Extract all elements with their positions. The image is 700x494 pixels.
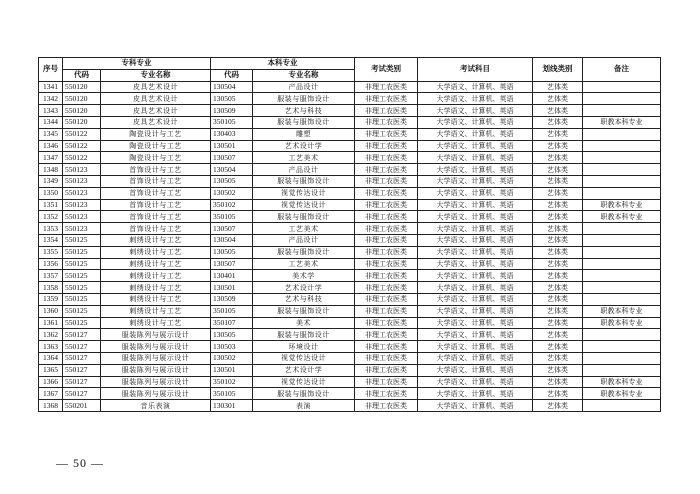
cell-benke-name: 美术 <box>253 317 355 329</box>
cell-zhuanke-name: 刺绣设计与工艺 <box>101 293 211 305</box>
cell-zhuanke-code: 550125 <box>63 246 101 258</box>
cell-zhuanke-name: 首饰设计与工艺 <box>101 199 211 211</box>
table-row <box>39 164 661 176</box>
table-row <box>39 305 661 317</box>
cell-benke-name: 艺术与科技 <box>253 293 355 305</box>
cell-benke-code: 350105 <box>211 388 253 400</box>
cell-seq: 1358 <box>39 282 63 294</box>
cell-remark <box>583 352 661 364</box>
cell-benke-code: 350105 <box>211 305 253 317</box>
cell-benke-code: 130505 <box>211 329 253 341</box>
cell-benke-code: 130505 <box>211 175 253 187</box>
cell-line-type: 艺体类 <box>533 246 583 258</box>
cell-benke-name: 工艺美术 <box>253 152 355 164</box>
table-row <box>39 199 661 211</box>
cell-seq: 1342 <box>39 93 63 105</box>
cell-seq: 1346 <box>39 140 63 152</box>
cell-exam-type: 非理工农医类 <box>355 105 418 117</box>
cell-line-type: 艺体类 <box>533 199 583 211</box>
cell-zhuanke-name: 刺绣设计与工艺 <box>101 258 211 270</box>
cell-zhuanke-code: 550125 <box>63 234 101 246</box>
cell-remark <box>583 293 661 305</box>
cell-benke-name: 艺术设计学 <box>253 140 355 152</box>
table-row <box>39 364 661 376</box>
cell-benke-name: 服装与服饰设计 <box>253 329 355 341</box>
table-row <box>39 341 661 353</box>
table-row <box>39 329 661 341</box>
cell-remark <box>583 81 661 93</box>
cell-benke-name: 服装与服饰设计 <box>253 116 355 128</box>
header-zhuanke-name: 专业名称 <box>101 69 211 81</box>
cell-zhuanke-code: 550123 <box>63 187 101 199</box>
cell-benke-code: 130502 <box>211 187 253 199</box>
cell-remark <box>583 364 661 376</box>
cell-exam-type: 非理工农医类 <box>355 175 418 187</box>
cell-exam-subjects: 大学语文、计算机、英语 <box>418 400 533 412</box>
cell-zhuanke-name: 陶瓷设计与工艺 <box>101 152 211 164</box>
cell-exam-subjects: 大学语文、计算机、英语 <box>418 282 533 294</box>
cell-remark: 职教本科专业 <box>583 199 661 211</box>
cell-seq: 1366 <box>39 376 63 388</box>
cell-remark <box>583 140 661 152</box>
cell-seq: 1347 <box>39 152 63 164</box>
cell-benke-code: 130504 <box>211 234 253 246</box>
cell-exam-subjects: 大学语文、计算机、英语 <box>418 128 533 140</box>
cell-remark: 职教本科专业 <box>583 305 661 317</box>
cell-remark <box>583 175 661 187</box>
cell-seq: 1360 <box>39 305 63 317</box>
cell-zhuanke-code: 550201 <box>63 400 101 412</box>
table-row <box>39 128 661 140</box>
cell-exam-type: 非理工农医类 <box>355 352 418 364</box>
cell-benke-code: 130501 <box>211 364 253 376</box>
table-row <box>39 234 661 246</box>
cell-exam-type: 非理工农医类 <box>355 293 418 305</box>
cell-zhuanke-code: 550120 <box>63 105 101 117</box>
cell-benke-name: 艺术与科技 <box>253 105 355 117</box>
cell-zhuanke-name: 皮具艺术设计 <box>101 81 211 93</box>
cell-zhuanke-code: 550123 <box>63 199 101 211</box>
cell-benke-name: 雕塑 <box>253 128 355 140</box>
cell-zhuanke-code: 550120 <box>63 81 101 93</box>
cell-seq: 1362 <box>39 329 63 341</box>
cell-line-type: 艺体类 <box>533 305 583 317</box>
cell-exam-subjects: 大学语文、计算机、英语 <box>418 270 533 282</box>
cell-benke-code: 130504 <box>211 81 253 93</box>
cell-zhuanke-code: 550125 <box>63 258 101 270</box>
cell-remark: 职教本科专业 <box>583 317 661 329</box>
cell-benke-name: 环境设计 <box>253 341 355 353</box>
cell-exam-type: 非理工农医类 <box>355 164 418 176</box>
cell-benke-code: 130501 <box>211 140 253 152</box>
cell-zhuanke-code: 550122 <box>63 152 101 164</box>
cell-exam-type: 非理工农医类 <box>355 341 418 353</box>
cell-line-type: 艺体类 <box>533 211 583 223</box>
cell-seq: 1368 <box>39 400 63 412</box>
cell-remark <box>583 105 661 117</box>
cell-seq: 1352 <box>39 211 63 223</box>
table-row <box>39 187 661 199</box>
header-remark: 备注 <box>583 58 661 82</box>
cell-exam-type: 非理工农医类 <box>355 128 418 140</box>
table-row <box>39 376 661 388</box>
header-row-1 <box>39 58 661 70</box>
cell-exam-subjects: 大学语文、计算机、英语 <box>418 258 533 270</box>
cell-benke-name: 表演 <box>253 400 355 412</box>
header-benke-code: 代码 <box>211 69 253 81</box>
cell-seq: 1361 <box>39 317 63 329</box>
cell-exam-subjects: 大学语文、计算机、英语 <box>418 352 533 364</box>
cell-exam-type: 非理工农医类 <box>355 234 418 246</box>
cell-exam-type: 非理工农医类 <box>355 282 418 294</box>
cell-seq: 1355 <box>39 246 63 258</box>
cell-benke-name: 服装与服饰设计 <box>253 93 355 105</box>
cell-exam-type: 非理工农医类 <box>355 270 418 282</box>
cell-exam-subjects: 大学语文、计算机、英语 <box>418 376 533 388</box>
cell-seq: 1365 <box>39 364 63 376</box>
cell-line-type: 艺体类 <box>533 187 583 199</box>
cell-exam-type: 非理工农医类 <box>355 93 418 105</box>
cell-exam-type: 非理工农医类 <box>355 317 418 329</box>
cell-benke-name: 视觉传达设计 <box>253 352 355 364</box>
cell-line-type: 艺体类 <box>533 175 583 187</box>
cell-exam-subjects: 大学语文、计算机、英语 <box>418 116 533 128</box>
cell-seq: 1356 <box>39 258 63 270</box>
cell-benke-code: 130401 <box>211 270 253 282</box>
cell-exam-type: 非理工农医类 <box>355 199 418 211</box>
cell-exam-subjects: 大学语文、计算机、英语 <box>418 388 533 400</box>
cell-zhuanke-code: 550123 <box>63 223 101 235</box>
cell-exam-type: 非理工农医类 <box>355 246 418 258</box>
cell-benke-name: 视觉传达设计 <box>253 376 355 388</box>
cell-benke-name: 工艺美术 <box>253 258 355 270</box>
cell-zhuanke-name: 首饰设计与工艺 <box>101 164 211 176</box>
cell-remark <box>583 187 661 199</box>
cell-zhuanke-name: 皮具艺术设计 <box>101 93 211 105</box>
cell-seq: 1357 <box>39 270 63 282</box>
cell-line-type: 艺体类 <box>533 341 583 353</box>
cell-exam-subjects: 大学语文、计算机、英语 <box>418 211 533 223</box>
cell-zhuanke-name: 刺绣设计与工艺 <box>101 234 211 246</box>
cell-exam-type: 非理工农医类 <box>355 364 418 376</box>
cell-zhuanke-name: 服装陈列与展示设计 <box>101 364 211 376</box>
cell-exam-subjects: 大学语文、计算机、英语 <box>418 93 533 105</box>
cell-remark <box>583 164 661 176</box>
cell-zhuanke-code: 550122 <box>63 140 101 152</box>
cell-line-type: 艺体类 <box>533 223 583 235</box>
cell-seq: 1341 <box>39 81 63 93</box>
cell-benke-code: 130505 <box>211 93 253 105</box>
cell-exam-subjects: 大学语文、计算机、英语 <box>418 187 533 199</box>
major-mapping-table <box>38 57 661 412</box>
header-zhuanke-code: 代码 <box>63 69 101 81</box>
cell-exam-type: 非理工农医类 <box>355 187 418 199</box>
cell-benke-name: 产品设计 <box>253 164 355 176</box>
cell-zhuanke-name: 刺绣设计与工艺 <box>101 282 211 294</box>
cell-zhuanke-name: 皮具艺术设计 <box>101 105 211 117</box>
cell-zhuanke-code: 550125 <box>63 293 101 305</box>
cell-remark <box>583 223 661 235</box>
cell-benke-code: 130509 <box>211 293 253 305</box>
cell-exam-subjects: 大学语文、计算机、英语 <box>418 164 533 176</box>
cell-remark <box>583 152 661 164</box>
cell-seq: 1364 <box>39 352 63 364</box>
cell-benke-code: 130509 <box>211 105 253 117</box>
cell-exam-subjects: 大学语文、计算机、英语 <box>418 364 533 376</box>
cell-exam-subjects: 大学语文、计算机、英语 <box>418 305 533 317</box>
cell-benke-code: 130507 <box>211 258 253 270</box>
cell-seq: 1359 <box>39 293 63 305</box>
header-exam-type: 考试类别 <box>355 58 418 82</box>
cell-exam-subjects: 大学语文、计算机、英语 <box>418 105 533 117</box>
cell-remark <box>583 258 661 270</box>
cell-zhuanke-code: 550125 <box>63 317 101 329</box>
table-row <box>39 270 661 282</box>
cell-zhuanke-name: 陶瓷设计与工艺 <box>101 140 211 152</box>
cell-exam-type: 非理工农医类 <box>355 400 418 412</box>
cell-line-type: 艺体类 <box>533 352 583 364</box>
cell-benke-code: 350107 <box>211 317 253 329</box>
cell-remark: 职教本科专业 <box>583 376 661 388</box>
cell-benke-code: 130504 <box>211 164 253 176</box>
cell-remark: 职教本科专业 <box>583 211 661 223</box>
cell-line-type: 艺体类 <box>533 234 583 246</box>
cell-zhuanke-name: 音乐表演 <box>101 400 211 412</box>
page-number: — 50 — <box>56 456 104 470</box>
cell-zhuanke-code: 550127 <box>63 329 101 341</box>
cell-benke-name: 服装与服饰设计 <box>253 175 355 187</box>
cell-seq: 1351 <box>39 199 63 211</box>
cell-benke-code: 130502 <box>211 352 253 364</box>
cell-zhuanke-code: 550123 <box>63 211 101 223</box>
cell-exam-subjects: 大学语文、计算机、英语 <box>418 317 533 329</box>
cell-exam-subjects: 大学语文、计算机、英语 <box>418 234 533 246</box>
cell-zhuanke-name: 首饰设计与工艺 <box>101 223 211 235</box>
cell-zhuanke-code: 550125 <box>63 305 101 317</box>
cell-zhuanke-name: 刺绣设计与工艺 <box>101 246 211 258</box>
cell-line-type: 艺体类 <box>533 400 583 412</box>
cell-exam-type: 非理工农医类 <box>355 258 418 270</box>
table-row <box>39 293 661 305</box>
cell-benke-name: 美术学 <box>253 270 355 282</box>
table-row <box>39 93 661 105</box>
cell-remark: 职教本科专业 <box>583 388 661 400</box>
cell-exam-type: 非理工农医类 <box>355 376 418 388</box>
cell-benke-code: 350105 <box>211 211 253 223</box>
cell-line-type: 艺体类 <box>533 282 583 294</box>
cell-exam-subjects: 大学语文、计算机、英语 <box>418 329 533 341</box>
cell-benke-code: 130507 <box>211 223 253 235</box>
cell-zhuanke-code: 550122 <box>63 128 101 140</box>
cell-benke-name: 服装与服饰设计 <box>253 388 355 400</box>
cell-exam-subjects: 大学语文、计算机、英语 <box>418 199 533 211</box>
cell-zhuanke-code: 550123 <box>63 175 101 187</box>
cell-zhuanke-name: 服装陈列与展示设计 <box>101 352 211 364</box>
cell-benke-name: 产品设计 <box>253 81 355 93</box>
cell-exam-type: 非理工农医类 <box>355 140 418 152</box>
cell-exam-subjects: 大学语文、计算机、英语 <box>418 341 533 353</box>
cell-line-type: 艺体类 <box>533 388 583 400</box>
cell-remark <box>583 128 661 140</box>
table-row <box>39 211 661 223</box>
cell-remark <box>583 400 661 412</box>
table-row <box>39 81 661 93</box>
cell-benke-code: 130507 <box>211 152 253 164</box>
table-row <box>39 258 661 270</box>
cell-benke-code: 130503 <box>211 341 253 353</box>
cell-exam-subjects: 大学语文、计算机、英语 <box>418 175 533 187</box>
header-seq: 序号 <box>39 58 63 82</box>
cell-remark: 职教本科专业 <box>583 116 661 128</box>
cell-exam-type: 非理工农医类 <box>355 116 418 128</box>
cell-zhuanke-code: 550125 <box>63 270 101 282</box>
header-zhuanke: 专科专业 <box>63 58 211 70</box>
cell-seq: 1354 <box>39 234 63 246</box>
cell-exam-subjects: 大学语文、计算机、英语 <box>418 223 533 235</box>
cell-line-type: 艺体类 <box>533 93 583 105</box>
cell-benke-code: 130501 <box>211 282 253 294</box>
cell-remark <box>583 329 661 341</box>
cell-seq: 1344 <box>39 116 63 128</box>
cell-line-type: 艺体类 <box>533 317 583 329</box>
header-exam-subjects: 考试科目 <box>418 58 533 82</box>
cell-zhuanke-code: 550127 <box>63 388 101 400</box>
cell-line-type: 艺体类 <box>533 293 583 305</box>
table-row <box>39 140 661 152</box>
table-row <box>39 400 661 412</box>
cell-benke-code: 350102 <box>211 376 253 388</box>
cell-exam-subjects: 大学语文、计算机、英语 <box>418 140 533 152</box>
cell-line-type: 艺体类 <box>533 270 583 282</box>
cell-zhuanke-code: 550120 <box>63 116 101 128</box>
document-table-container <box>38 57 660 412</box>
cell-line-type: 艺体类 <box>533 105 583 117</box>
cell-seq: 1343 <box>39 105 63 117</box>
cell-benke-name: 艺术设计学 <box>253 364 355 376</box>
cell-seq: 1348 <box>39 164 63 176</box>
header-benke: 本科专业 <box>211 58 355 70</box>
table-row <box>39 317 661 329</box>
cell-benke-name: 服装与服饰设计 <box>253 246 355 258</box>
cell-zhuanke-code: 550127 <box>63 364 101 376</box>
cell-remark <box>583 282 661 294</box>
cell-zhuanke-name: 服装陈列与展示设计 <box>101 341 211 353</box>
table-row <box>39 105 661 117</box>
cell-zhuanke-name: 首饰设计与工艺 <box>101 187 211 199</box>
cell-exam-type: 非理工农医类 <box>355 223 418 235</box>
table-row <box>39 223 661 235</box>
cell-remark <box>583 246 661 258</box>
cell-zhuanke-name: 皮具艺术设计 <box>101 116 211 128</box>
cell-line-type: 艺体类 <box>533 329 583 341</box>
table-row <box>39 352 661 364</box>
table-row <box>39 116 661 128</box>
cell-zhuanke-code: 550123 <box>63 164 101 176</box>
cell-benke-name: 产品设计 <box>253 234 355 246</box>
cell-benke-code: 130403 <box>211 128 253 140</box>
cell-line-type: 艺体类 <box>533 376 583 388</box>
cell-exam-type: 非理工农医类 <box>355 211 418 223</box>
header-line-type: 划线类别 <box>533 58 583 82</box>
cell-remark <box>583 234 661 246</box>
cell-zhuanke-name: 刺绣设计与工艺 <box>101 317 211 329</box>
cell-zhuanke-name: 服装陈列与展示设计 <box>101 376 211 388</box>
cell-exam-type: 非理工农医类 <box>355 152 418 164</box>
cell-seq: 1350 <box>39 187 63 199</box>
table-row <box>39 175 661 187</box>
cell-remark <box>583 270 661 282</box>
header-benke-name: 专业名称 <box>253 69 355 81</box>
cell-zhuanke-name: 刺绣设计与工艺 <box>101 270 211 282</box>
cell-zhuanke-name: 服装陈列与展示设计 <box>101 388 211 400</box>
cell-remark <box>583 93 661 105</box>
cell-seq: 1349 <box>39 175 63 187</box>
cell-line-type: 艺体类 <box>533 164 583 176</box>
cell-exam-type: 非理工农医类 <box>355 388 418 400</box>
cell-seq: 1363 <box>39 341 63 353</box>
cell-benke-code: 350105 <box>211 116 253 128</box>
table-row <box>39 152 661 164</box>
cell-benke-name: 工艺美术 <box>253 223 355 235</box>
table-row <box>39 282 661 294</box>
cell-benke-name: 服装与服饰设计 <box>253 305 355 317</box>
cell-exam-type: 非理工农医类 <box>355 329 418 341</box>
cell-seq: 1353 <box>39 223 63 235</box>
table-row <box>39 388 661 400</box>
cell-zhuanke-code: 550127 <box>63 341 101 353</box>
cell-exam-subjects: 大学语文、计算机、英语 <box>418 246 533 258</box>
cell-benke-code: 350102 <box>211 199 253 211</box>
cell-benke-code: 130301 <box>211 400 253 412</box>
cell-zhuanke-code: 550127 <box>63 352 101 364</box>
cell-line-type: 艺体类 <box>533 116 583 128</box>
cell-zhuanke-code: 550127 <box>63 376 101 388</box>
cell-line-type: 艺体类 <box>533 128 583 140</box>
cell-exam-type: 非理工农医类 <box>355 305 418 317</box>
cell-line-type: 艺体类 <box>533 81 583 93</box>
cell-line-type: 艺体类 <box>533 140 583 152</box>
cell-exam-type: 非理工农医类 <box>355 81 418 93</box>
cell-exam-subjects: 大学语文、计算机、英语 <box>418 293 533 305</box>
cell-benke-name: 艺术设计学 <box>253 282 355 294</box>
cell-benke-name: 服装与服饰设计 <box>253 211 355 223</box>
table-row <box>39 246 661 258</box>
cell-seq: 1345 <box>39 128 63 140</box>
cell-exam-subjects: 大学语文、计算机、英语 <box>418 152 533 164</box>
cell-zhuanke-code: 550125 <box>63 282 101 294</box>
cell-seq: 1367 <box>39 388 63 400</box>
cell-line-type: 艺体类 <box>533 152 583 164</box>
cell-exam-subjects: 大学语文、计算机、英语 <box>418 81 533 93</box>
cell-zhuanke-name: 陶瓷设计与工艺 <box>101 128 211 140</box>
cell-benke-name: 视觉传达设计 <box>253 199 355 211</box>
cell-zhuanke-name: 首饰设计与工艺 <box>101 175 211 187</box>
cell-zhuanke-name: 首饰设计与工艺 <box>101 211 211 223</box>
cell-zhuanke-name: 刺绣设计与工艺 <box>101 305 211 317</box>
cell-remark <box>583 341 661 353</box>
cell-zhuanke-name: 服装陈列与展示设计 <box>101 329 211 341</box>
cell-zhuanke-code: 550120 <box>63 93 101 105</box>
cell-benke-name: 视觉传达设计 <box>253 187 355 199</box>
cell-benke-code: 130505 <box>211 246 253 258</box>
cell-line-type: 艺体类 <box>533 258 583 270</box>
cell-line-type: 艺体类 <box>533 364 583 376</box>
